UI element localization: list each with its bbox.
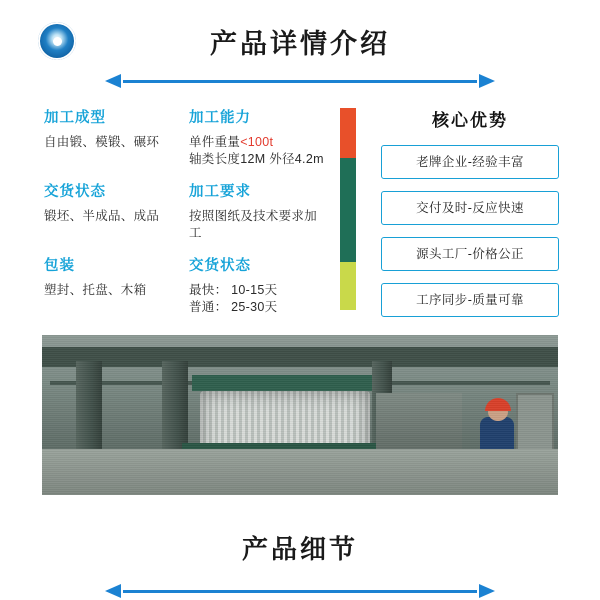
stripe-segment-green-2	[340, 210, 356, 262]
photo-column	[162, 361, 188, 455]
spec-cell-forming	[44, 106, 189, 168]
spec-cell-lead-time	[189, 254, 334, 316]
spec-cell-delivery-state	[44, 180, 189, 242]
color-stripe	[340, 108, 356, 310]
advantages-title: 核心优势	[432, 111, 508, 130]
divider-bar	[123, 590, 477, 593]
page-footer	[0, 529, 600, 600]
spec-value: 自由锻、模锻、碾环	[44, 135, 160, 149]
spec-section	[0, 106, 600, 331]
photo-column	[76, 361, 102, 455]
page-header	[0, 0, 600, 72]
workshop-photo	[42, 335, 558, 495]
photo-green-frame	[192, 375, 382, 391]
spec-row	[44, 254, 334, 316]
spec-label: 交货状态	[189, 258, 251, 274]
spec-cell-capacity	[189, 106, 334, 168]
spec-label: 加工要求	[189, 184, 251, 200]
photo-floor	[42, 449, 558, 495]
divider-right-arrow-icon	[479, 74, 495, 88]
advantages-panel	[381, 106, 559, 329]
spec-label: 加工能力	[189, 110, 251, 126]
spec-cell-packaging	[44, 254, 189, 316]
spec-label: 交货状态	[44, 184, 106, 200]
advantage-item-1: 老牌企业-经验丰富	[381, 145, 559, 179]
advantage-item-2: 交付及时-反应快速	[381, 191, 559, 225]
spec-value: 轴类长度12M 外径4.2m	[189, 152, 324, 166]
footer-title: 产品细节	[241, 534, 358, 564]
spec-value-highlight: <100t	[240, 135, 274, 149]
divider-left-arrow-icon	[105, 74, 121, 88]
advantage-item-4: 工序同步-质量可靠	[381, 283, 559, 317]
spec-value: 普通： 25-30天	[189, 300, 278, 314]
spec-cell-requirements	[189, 180, 334, 242]
spec-value-text: 单件重量	[189, 135, 241, 149]
stripe-segment-lime	[340, 262, 356, 310]
spec-label: 包装	[44, 258, 75, 274]
divider-top	[105, 72, 495, 90]
stripe-segment-green-1	[340, 158, 356, 210]
spec-value	[189, 134, 326, 151]
spec-grid	[44, 106, 334, 328]
spec-value: 锻坯、半成品、成品	[44, 209, 160, 223]
divider-bottom	[105, 582, 495, 600]
spec-row	[44, 180, 334, 242]
spec-label: 加工成型	[44, 110, 106, 126]
divider-left-arrow-icon	[105, 584, 121, 598]
spec-value: 塑封、托盘、木箱	[44, 283, 147, 297]
spec-value: 按照图纸及技术要求加工	[189, 209, 318, 240]
advantage-item-3: 源头工厂-价格公正	[381, 237, 559, 271]
spec-row	[44, 106, 334, 168]
photo-overhead-beam	[42, 347, 558, 367]
divider-bar	[123, 80, 477, 83]
spec-value: 最快： 10-15天	[189, 283, 278, 297]
page-title: 产品详情介绍	[210, 29, 390, 59]
stripe-segment-orange	[340, 108, 356, 158]
divider-right-arrow-icon	[479, 584, 495, 598]
